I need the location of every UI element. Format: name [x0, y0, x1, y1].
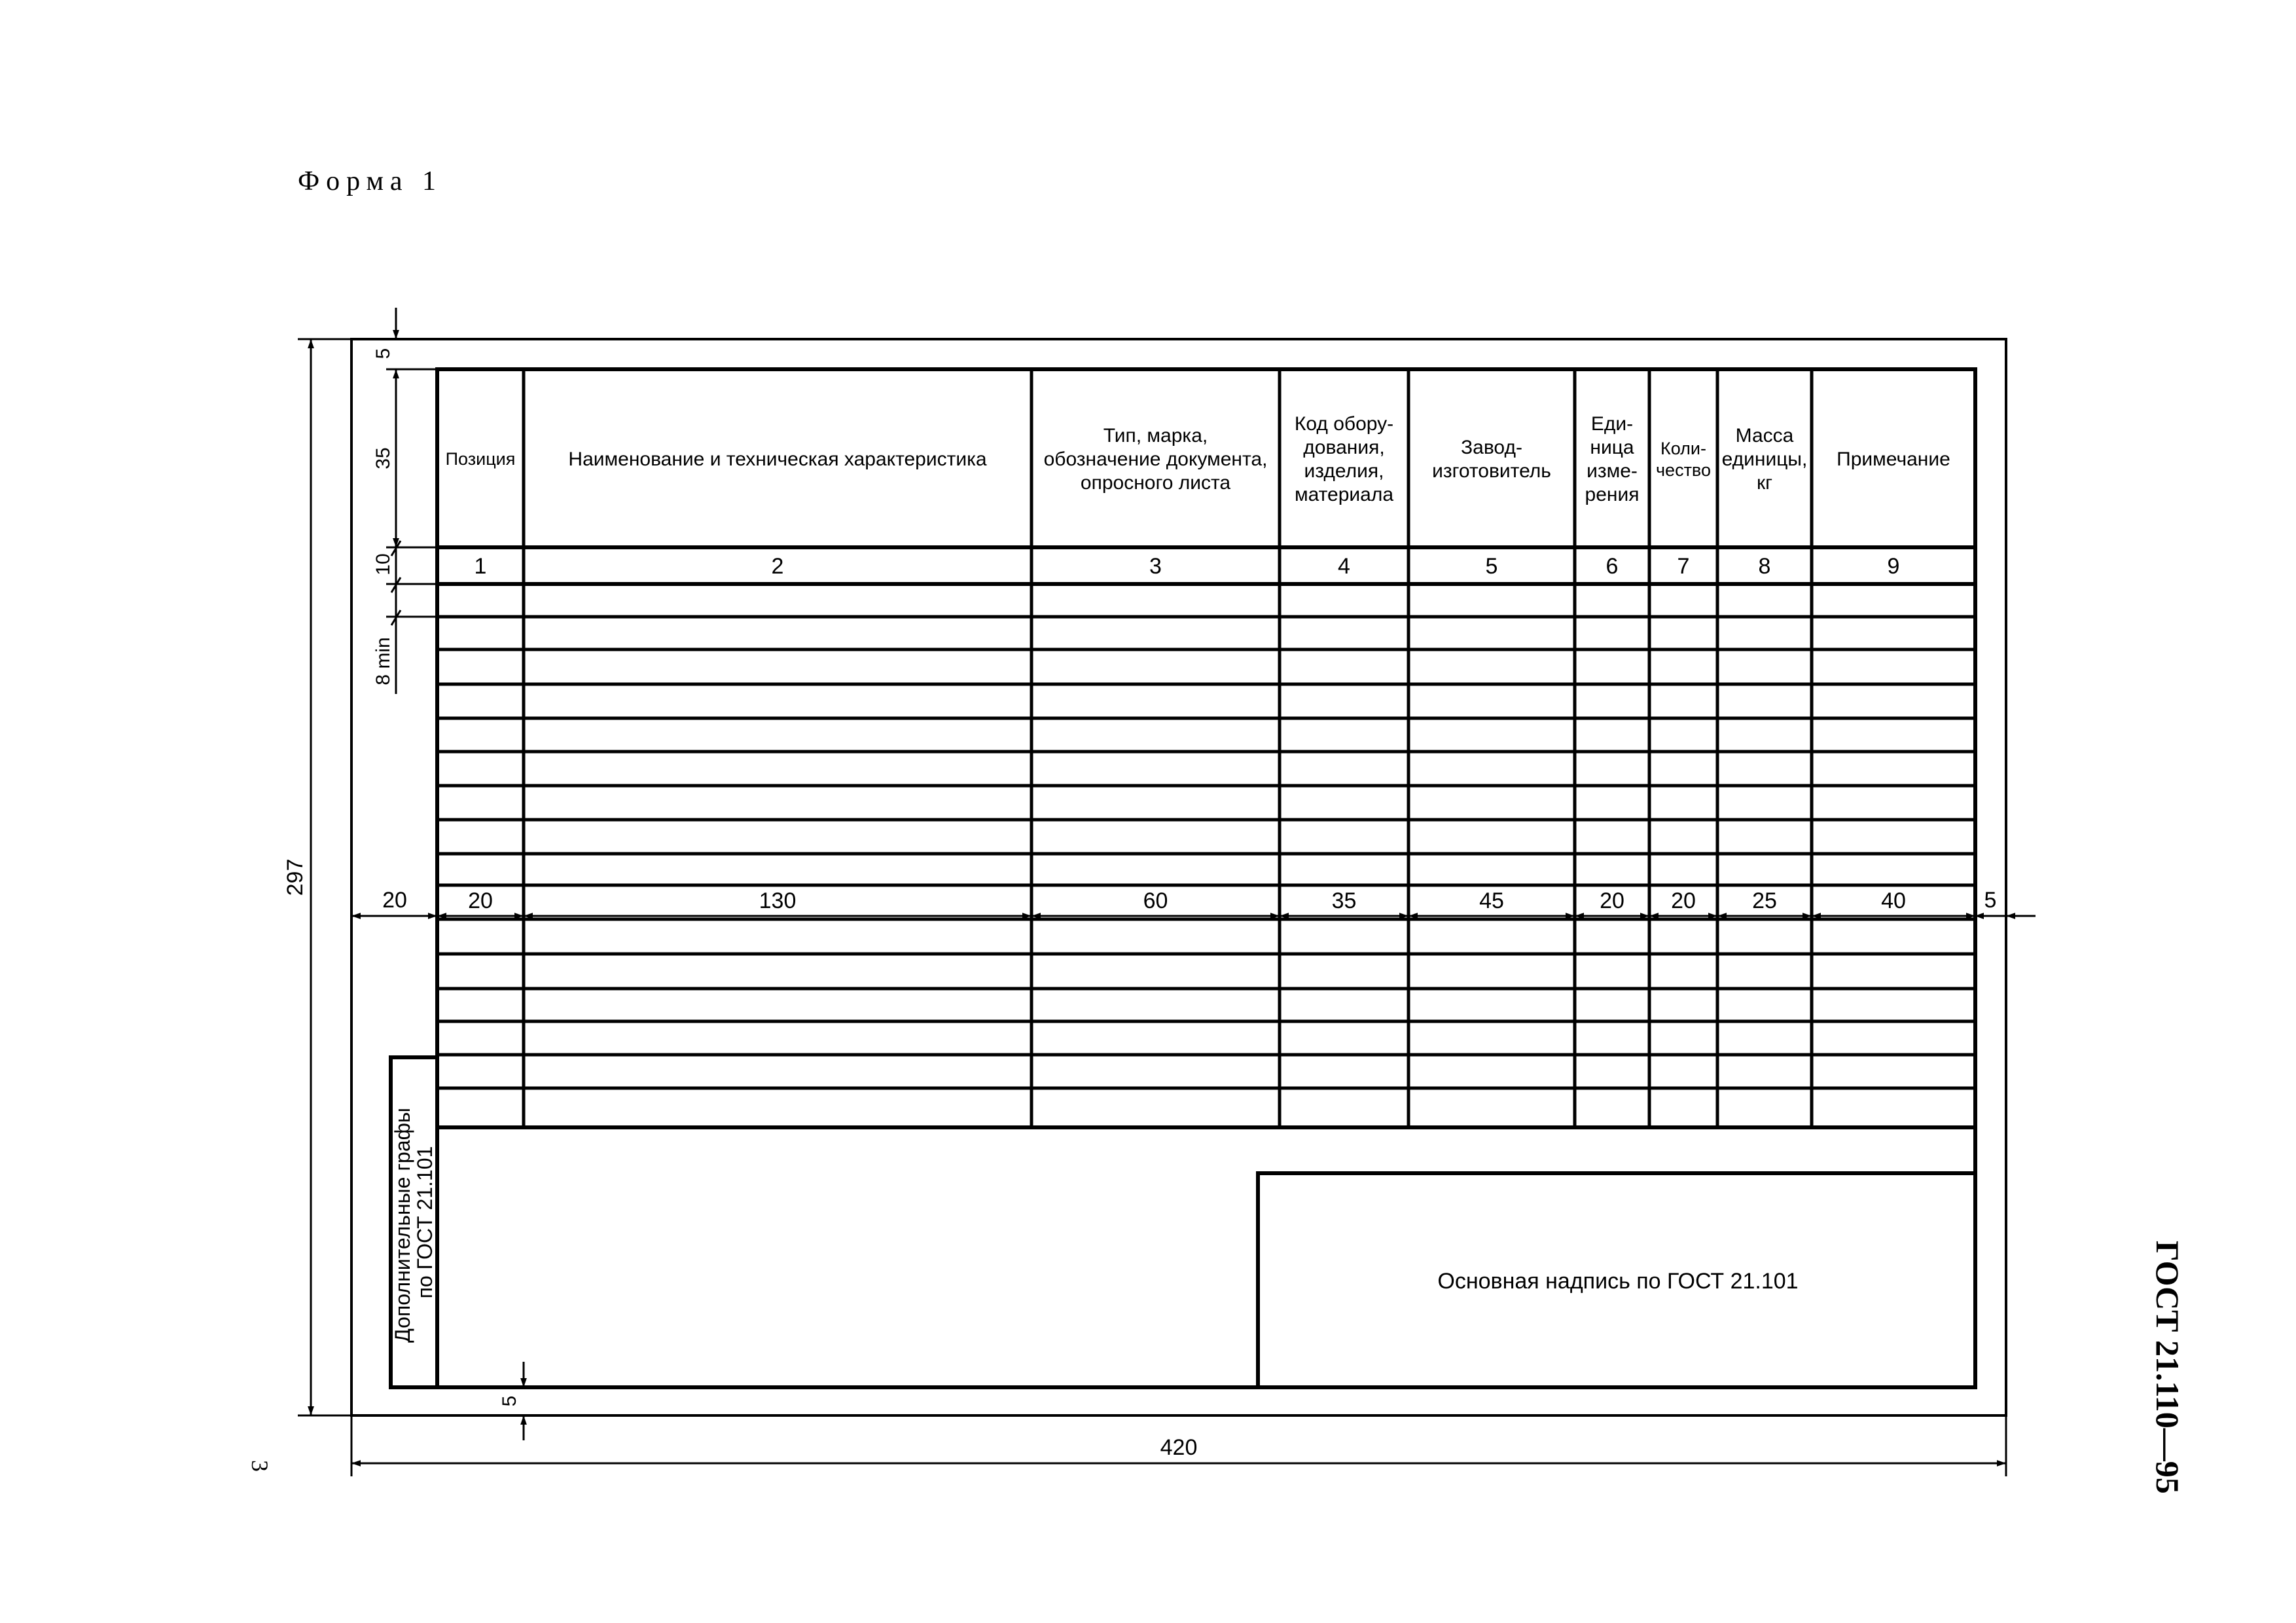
- column-number: 3: [1149, 554, 1162, 579]
- column-number: 6: [1605, 554, 1619, 579]
- row-height-label: 8 min: [372, 637, 394, 685]
- column-header: Завод- изготовитель: [1432, 436, 1551, 482]
- additional-columns-label-line-1: Дополнительные графы: [391, 1108, 414, 1343]
- column-number: 2: [771, 554, 784, 579]
- column-number: 4: [1338, 554, 1350, 579]
- additional-columns-label-line-2: по ГОСТ 21.101: [413, 1146, 437, 1299]
- page-number: 3: [247, 1460, 273, 1472]
- column-width-label: 40: [1881, 888, 1906, 913]
- header-height-label: 35: [372, 447, 394, 469]
- form-title: Форма 1: [298, 166, 442, 196]
- column-width-label: 20: [468, 888, 493, 913]
- bottom-margin-label: 5: [499, 1395, 520, 1407]
- column-number: 8: [1758, 554, 1771, 579]
- column-number: 5: [1485, 554, 1498, 579]
- column-width-label: 60: [1143, 888, 1168, 913]
- sheet-height-label: 297: [283, 858, 308, 896]
- title-block-label: Основная надпись по ГОСТ 21.101: [1437, 1269, 1799, 1294]
- column-header: Позиция: [445, 449, 516, 469]
- column-header: Масса единицы, кг: [1721, 424, 1808, 494]
- column-header: Еди- ница изме- рения: [1585, 412, 1640, 505]
- column-width-label: 25: [1752, 888, 1777, 913]
- column-header: Коли- чество: [1655, 439, 1711, 480]
- row-lines: [437, 617, 1975, 1088]
- sheet-width-label: 420: [1160, 1435, 1198, 1460]
- vertical-dimension-chain: [386, 308, 437, 694]
- column-header: Примечание: [1837, 448, 1950, 470]
- additional-columns-label: [391, 1102, 437, 1343]
- column-number: 1: [474, 554, 487, 579]
- column-number: 9: [1887, 554, 1900, 579]
- column-header: Код обору- дования, изделия, материала: [1294, 412, 1394, 505]
- column-width-label: 20: [1671, 888, 1696, 913]
- column-width-label: 45: [1479, 888, 1504, 913]
- numbers-row-height-label: 10: [372, 553, 394, 575]
- column-numbers: [475, 554, 1900, 579]
- column-header: Тип, марка, обозначение документа, опросного листа: [1043, 424, 1268, 494]
- top-margin-label: 5: [372, 348, 394, 359]
- column-header: Наименование и техническая характеристика: [568, 448, 987, 470]
- column-width-label: 35: [1331, 888, 1357, 913]
- left-margin-label: 20: [382, 888, 407, 913]
- column-width-label: 130: [759, 888, 797, 913]
- column-number: 7: [1677, 554, 1690, 579]
- right-margin-label: 5: [1984, 888, 1997, 913]
- column-width-label: 20: [1600, 888, 1624, 913]
- column-width-dimensions: [437, 888, 1975, 916]
- document-code: ГОСТ 21.110—95: [2149, 1241, 2186, 1494]
